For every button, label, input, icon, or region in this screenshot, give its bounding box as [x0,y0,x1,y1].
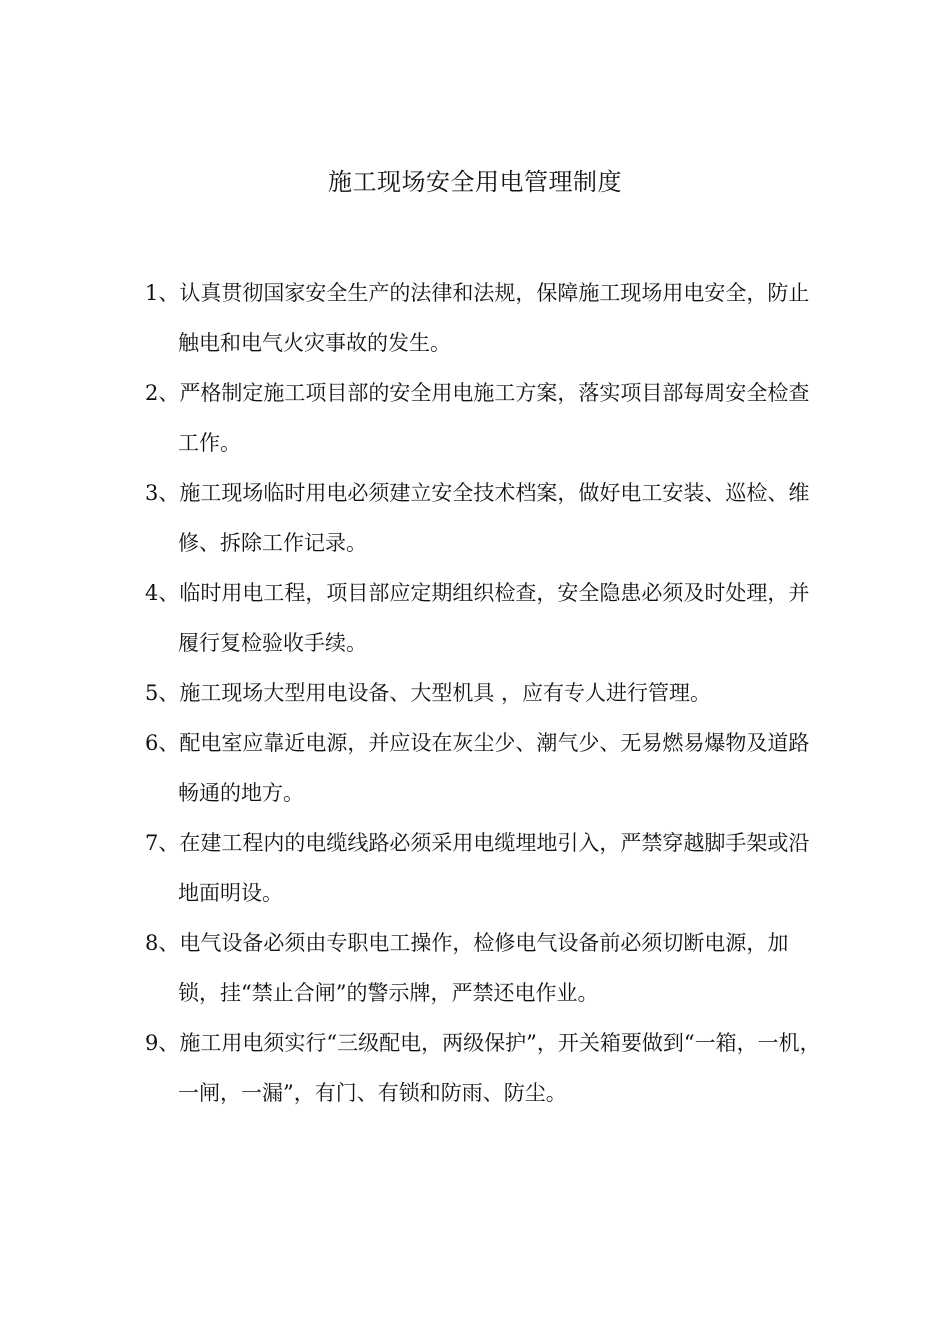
regulation-item-3: 3、施工现场临时用电必须建立安全技术档案，做好电工安装、巡检、维修、拆除工作记录。 [145,481,810,555]
regulation-item-7: 7、在建工程内的电缆线路必须采用电缆埋地引入，严禁穿越脚手架或沿地面明设。 [145,831,810,905]
regulation-item-9: 9、施工用电须实行“三级配电，两级保护”，开关箱要做到“一箱，一机，一闸，一漏”，有门、有锁和防雨、防尘。 [145,1031,821,1105]
regulation-item-8: 8、电气设备必须由专职电工操作，检修电气设备前必须切断电源，加锁，挂“禁止合闸”的警示牌，严禁还电作业。 [145,931,789,1005]
regulation-item-5: 5、施工现场大型用电设备、大型机具 ，应有专人进行管理。 [145,681,712,705]
regulation-item-1: 1、认真贯彻国家安全生产的法律和法规，保障施工现场用电安全，防止触电和电气火灾事故的发生。 [145,281,810,355]
regulation-list [145,268,825,1118]
regulation-item-6: 6、配电室应靠近电源，并应设在灰尘少、潮气少、无易燃易爆物及道路畅通的地方。 [145,731,810,805]
regulation-item-2: 2、严格制定施工项目部的安全用电施工方案，落实项目部每周安全检查工作。 [145,381,810,455]
document-title: 施工现场安全用电管理制度 [328,168,622,196]
regulation-item-4: 4、临时用电工程，项目部应定期组织检查，安全隐患必须及时处理，并履行复检验收手续。 [145,581,810,655]
